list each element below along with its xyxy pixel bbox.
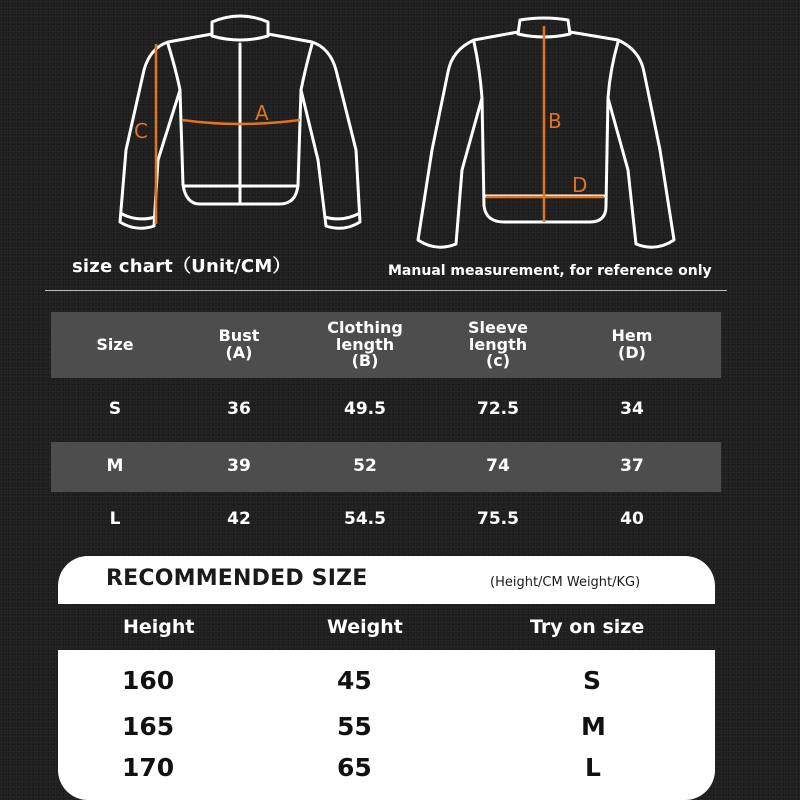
header-bust: Bust (A) (218, 326, 260, 362)
cell-hem: 37 (620, 456, 644, 477)
cell-height: 170 (122, 753, 175, 782)
cell-sleeve-length: 72.5 (477, 398, 519, 419)
recommended-units: (Height/CM Weight/KG) (490, 575, 641, 590)
table-row (51, 378, 721, 441)
recommended-size-card (58, 556, 715, 800)
header-clothing-length: Clothing length (B) (327, 317, 403, 371)
header-weight: Weight (327, 616, 403, 638)
label-a: A (255, 101, 269, 125)
cell-clothing-length: 54.5 (344, 508, 386, 529)
cell-height: 160 (122, 666, 175, 695)
cell-weight: 65 (337, 753, 372, 782)
header-size: Size (96, 334, 134, 354)
cell-clothing-length: 49.5 (344, 398, 386, 419)
jacket-illustration (0, 0, 800, 260)
recommended-table (58, 650, 715, 800)
recommended-title: RECOMMENDED SIZE (106, 566, 368, 591)
header-sleeve-length: Sleeve length (c) (468, 317, 528, 371)
size-table (51, 312, 721, 547)
size-chart-title: size chart（Unit/CM） (72, 256, 291, 277)
cell-weight: 45 (337, 666, 372, 695)
header-try-on-size: Try on size (530, 616, 645, 638)
back-jacket-outline (418, 18, 674, 247)
cell-bust: 36 (227, 398, 251, 419)
cell-size: M (106, 456, 124, 477)
divider (45, 290, 727, 291)
cell-sleeve-length: 74 (486, 456, 510, 477)
header-height: Height (123, 616, 195, 638)
cell-hem: 34 (620, 398, 644, 419)
table-row (51, 442, 721, 492)
jacket-diagram (0, 0, 800, 260)
cell-hem: 40 (620, 508, 644, 529)
measurement-note: Manual measurement, for reference only (388, 263, 712, 279)
label-d: D (572, 173, 588, 197)
cell-try-on-size: L (585, 753, 601, 782)
table-row (51, 492, 721, 547)
cell-try-on-size: M (581, 712, 606, 741)
cell-sleeve-length: 75.5 (477, 508, 519, 529)
label-c: C (134, 119, 148, 143)
cell-weight: 55 (337, 712, 372, 741)
cell-try-on-size: S (583, 666, 602, 695)
cell-clothing-length: 52 (353, 456, 377, 477)
cell-size: S (108, 398, 122, 419)
cell-height: 165 (122, 712, 175, 741)
cell-size: L (109, 508, 121, 529)
header-hem: Hem (D) (611, 326, 653, 362)
label-b: B (548, 109, 562, 133)
recommended-column-headers (58, 604, 715, 650)
size-table-header (51, 312, 721, 378)
recommended-header-band (58, 556, 715, 604)
cell-bust: 42 (227, 508, 251, 529)
cell-bust: 39 (227, 456, 251, 477)
